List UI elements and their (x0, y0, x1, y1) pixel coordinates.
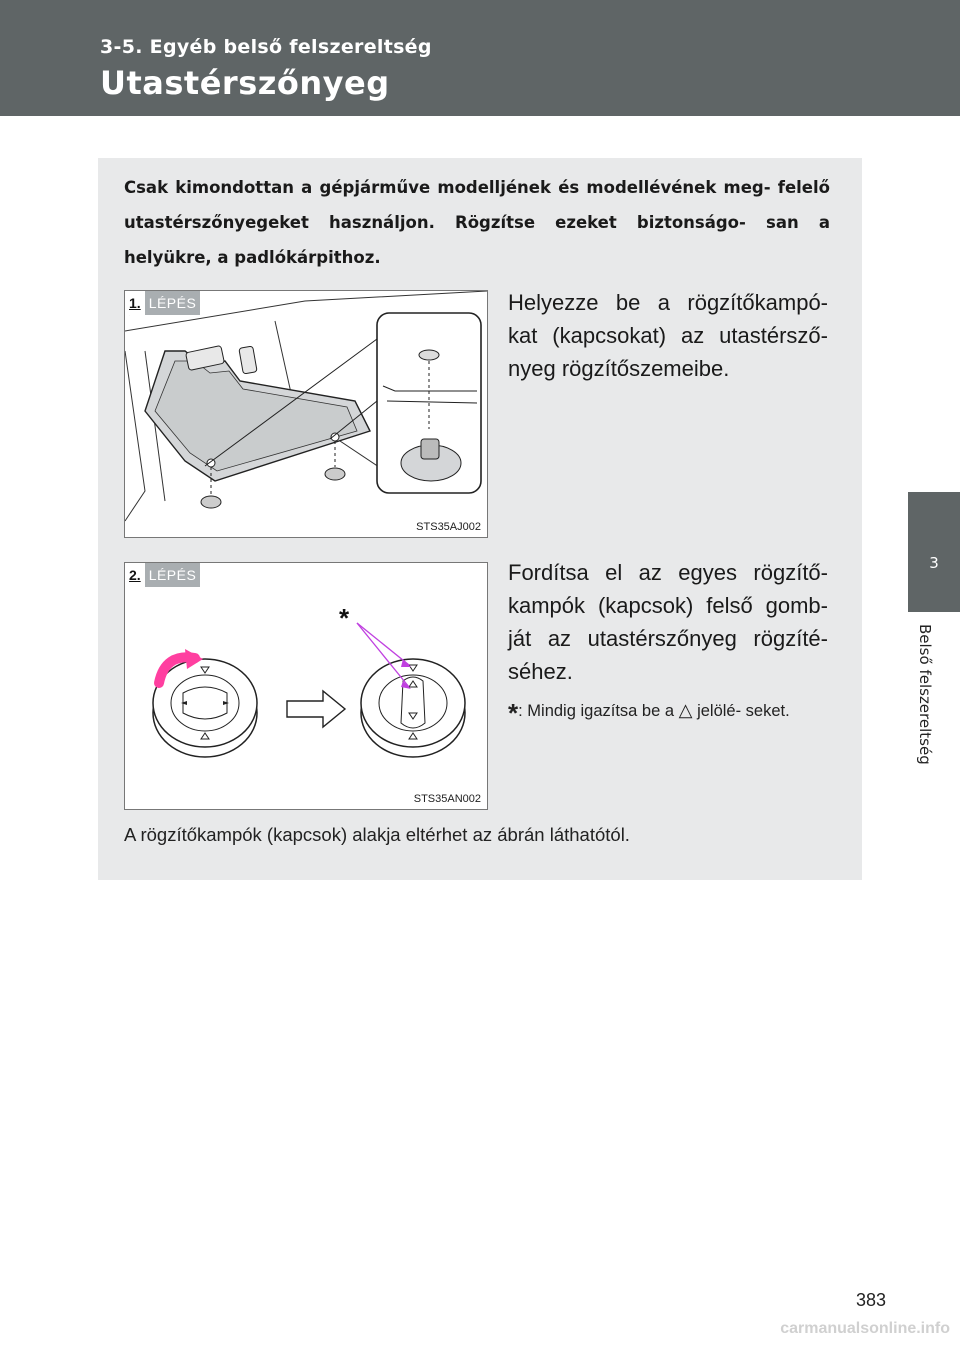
step-label: LÉPÉS (145, 291, 201, 315)
figure-asterisk: * (339, 603, 350, 633)
chapter-number: 3 (929, 554, 939, 572)
triangle-icon: △ (678, 700, 693, 720)
figure-step-2 (124, 562, 488, 810)
step-1-text: Helyezze be a rögzítőkampó- kat (kapcsokat) az utastérsző- nyeg rögzítőszemeibe. (508, 290, 828, 381)
watermark: carmanualsonline.info (780, 1320, 950, 1337)
figure-code: STS35AN002 (413, 793, 481, 805)
page-number: 383 (856, 1290, 887, 1310)
note-text-before: : Mindig igazítsa be a (518, 702, 679, 720)
step-label: LÉPÉS (145, 563, 201, 587)
page-header (0, 0, 960, 116)
hook-rotation-illustration (125, 563, 487, 809)
note-asterisk: * (508, 698, 519, 728)
note-text-after: jelölé- seket. (692, 702, 790, 720)
shape-note: A rögzítőkampók (kapcsok) alakja eltérhet az ábrán láthatótól. (124, 824, 630, 845)
figure-step-1 (124, 290, 488, 538)
intro-text: Csak kimondottan a gépjárműve modelljének és modellévének meg- felelő utastérszőnyegeket használjon. Rögzítse ezeket biztonságo- san a helyükre, a padlókárpithoz. (124, 178, 830, 267)
step-2-text: Fordítsa el az egyes rögzítő- kampók (kapcsok) felső gomb- ját az utastérszőnyeg rögzíté- séhez. (508, 560, 828, 684)
chapter-label: Belső felszereltség (916, 624, 934, 765)
figure-code: STS35AJ002 (416, 521, 481, 533)
floor-mat-illustration (125, 291, 487, 537)
section-heading: 3-5. Egyéb belső felszereltség (100, 36, 432, 58)
page-title: Utastérszőnyeg (100, 64, 390, 102)
alignment-note (508, 696, 828, 728)
step-number: 2. (125, 563, 145, 587)
step-badge (125, 563, 200, 587)
step-badge (125, 291, 200, 315)
step-number: 1. (125, 291, 145, 315)
chapter-tab (908, 492, 960, 612)
